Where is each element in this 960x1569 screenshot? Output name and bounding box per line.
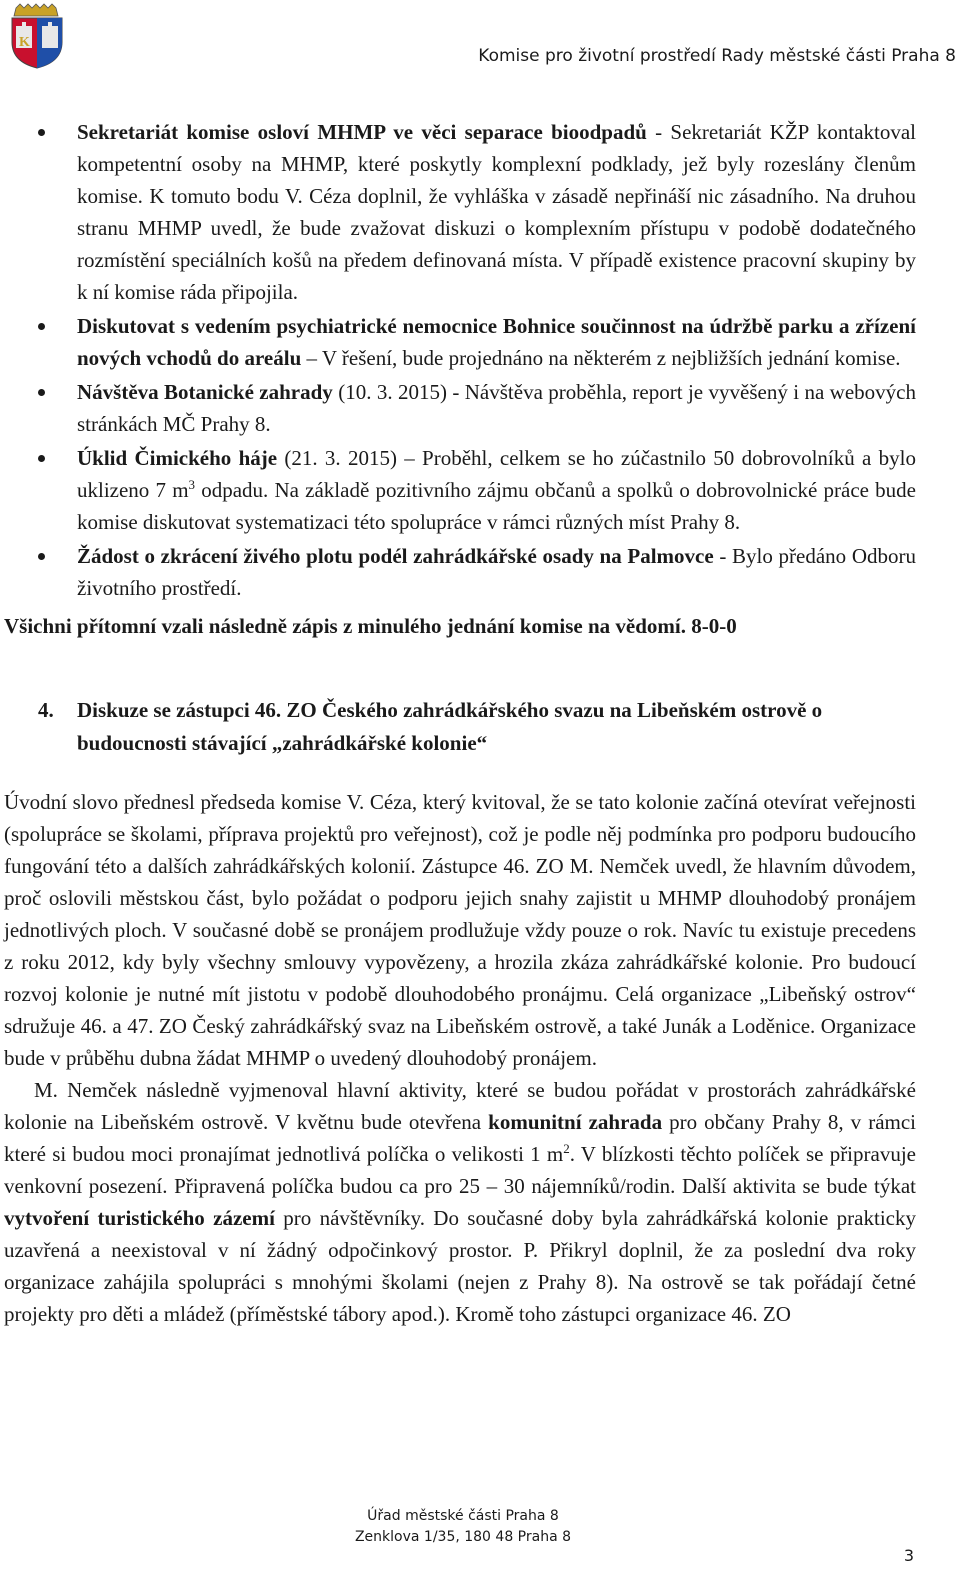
paragraph-text: . V blízkosti těchto políček se připravuje venkovní posezení. Připravená políčka budou ca pro 25 – 30 nájemníků/rodin. Další aktivita se bude týkat xyxy=(4,1142,916,1198)
paragraph: Úvodní slovo přednesl předseda komise V. Céza, který kvitoval, že se tato kolonie začíná otevírat veřejnosti (spolupráce se školami, příprava projektů pro veřejnost), což je podle něj podmínka pro podporu budoucího fungování této a dalších zahrádkářských kolonií. Zástupce 46. ZO M. Nemček uvedl, že hlavním důvodem, proč oslovili městskou část, bylo požádat o podporu jejich snahy zajistit u MHMP dlouhodobý pronájem jednotlivých ploch. V současné době se pronájem prodlužuje vždy pouze o rok. Navíc tu existuje precedens z roku 2012, kdy byly všechny smlouvy vypovězeny, a hrozila zkáza zahrádkářské kolonie. Pro budoucí rozvoj kolonie je nutné mít jistotu v podobě dlouhodobého pronájmu. Celá organizace „Libeňský ostrov“ sdružuje 46. a 47. ZO Český zahrádkářský svaz na Libeňském ostrově, a také Junák a Loděnice. Organizace bude v průběhu dubna žádat MHMP o uvedený dlouhodobý pronájem. xyxy=(4,790,916,1070)
superscript: 3 xyxy=(188,477,196,492)
footer-address: Zenklova 1/35, 180 48 Praha 8 xyxy=(354,1529,572,1545)
praha8-coat-of-arms-icon xyxy=(6,2,68,70)
item-text: (10. 3. 2015) - Návštěva proběhla, report je vyvěšený i na webových stránkách MČ Prahy 8. xyxy=(77,380,916,436)
item-heading: Diskutovat s vedením psychiatrické nemocnice Bohnice součinnost na údržbě parku a zřízení nových vchodů do areálu xyxy=(77,314,916,370)
page-number: 3 xyxy=(903,1546,914,1565)
bullet-icon xyxy=(38,389,45,396)
bullet-icon xyxy=(38,553,45,560)
emphasis: komunitní zahrada xyxy=(488,1110,663,1134)
svg-text:K: K xyxy=(19,35,30,50)
section-heading xyxy=(4,694,916,760)
item-heading: Úklid Čimického háje xyxy=(77,446,278,470)
summary-statement: Všichni přítomní vzali následně zápis z minulého jednání komise na vědomí. 8-0-0 xyxy=(4,614,737,638)
item-heading: Žádost o zkrácení živého plotu podél zahrádkářské osady na Palmovce xyxy=(77,544,714,568)
list-item xyxy=(4,540,916,604)
paragraph-text: pro občany Prahy 8, v rámci které si budou moci pronajímat jednotlivá políčka o velikosti 1 m xyxy=(4,1110,917,1166)
item-heading: Sekretariát komise osloví MHMP ve věci separace bioodpadů xyxy=(77,120,647,144)
list-item xyxy=(4,442,916,538)
footer-office: Úřad městské části Praha 8 xyxy=(367,1508,559,1524)
item-text: - Bylo předáno Odboru životního prostředí. xyxy=(77,544,916,600)
item-text: (21. 3. 2015) – Proběhl, celkem se ho zúčastnilo 50 dobrovolníků a bylo uklizeno 7 m xyxy=(77,446,916,502)
paragraph-text: M. Nemček následně vyjmenoval hlavní aktivity, které se budou pořádat v prostorách zahrádkářské kolonie na Libeňském ostrově. V květnu bude otevřena xyxy=(4,1078,916,1134)
paragraph-text: pro návštěvníky. Do současné doby byla zahrádkářská kolonie prakticky uzavřená a neexistoval v ní žádný odpočinkový prostor. P. Přikryl doplnil, že za poslední dva roky organizace zahájila spolupráci s mnohými školami (nejen z Prahy 8). Na ostrově se tak pořádají četné projekty pro děti a mládež (příměstské tábory apod.). Kromě toho zástupci organizace 46. ZO xyxy=(4,1206,916,1326)
superscript: 2 xyxy=(563,1141,570,1156)
section-title: Diskuze se zástupci 46. ZO Českého zahrádkářského svazu na Libeňském ostrově o budoucnosti stávající „zahrádkářské kolonie“ xyxy=(77,698,823,755)
bullet-list xyxy=(4,116,916,604)
item-text: - Sekretariát KŽP kontaktoval kompetentní osoby na MHMP, které poskytly komplexní podklady, jež byly rozeslány členům komise. K tomuto bodu V. Céza doplnil, že vyhláška v zásadě nepřináší nic zásadního. Na druhou stranu MHMP uvedl, že bude zvažovat diskuzi o komplexním přístupu v podobě dodatečného rozmístění speciálních košů na předem definovaná místa. V případě existence pracovní skupiny by k ní komise ráda připojila. xyxy=(77,120,917,304)
list-item xyxy=(4,310,916,374)
paragraph xyxy=(4,1074,916,1330)
emphasis: vytvoření turistického zázemí xyxy=(4,1206,275,1230)
list-item xyxy=(4,376,916,440)
list-item xyxy=(4,116,916,308)
item-heading: Návštěva Botanické zahrady xyxy=(77,380,333,404)
bullet-icon xyxy=(38,455,45,462)
header-title: Komise pro životní prostředí Rady městské části Praha 8 xyxy=(478,46,956,66)
bullet-icon xyxy=(38,323,45,330)
footer xyxy=(0,1506,926,1548)
item-text: – V řešení, bude projednáno na některém z nejbližších jednání komise. xyxy=(301,346,901,370)
section-number: 4. xyxy=(38,698,54,722)
document-body xyxy=(4,116,916,1330)
item-text: odpadu. Na základě pozitivního zájmu občanů a spolků o dobrovolnické práce bude komise diskutovat systematizaci této spolupráce v rámci různých míst Prahy 8. xyxy=(77,478,916,534)
bullet-icon xyxy=(38,129,45,136)
